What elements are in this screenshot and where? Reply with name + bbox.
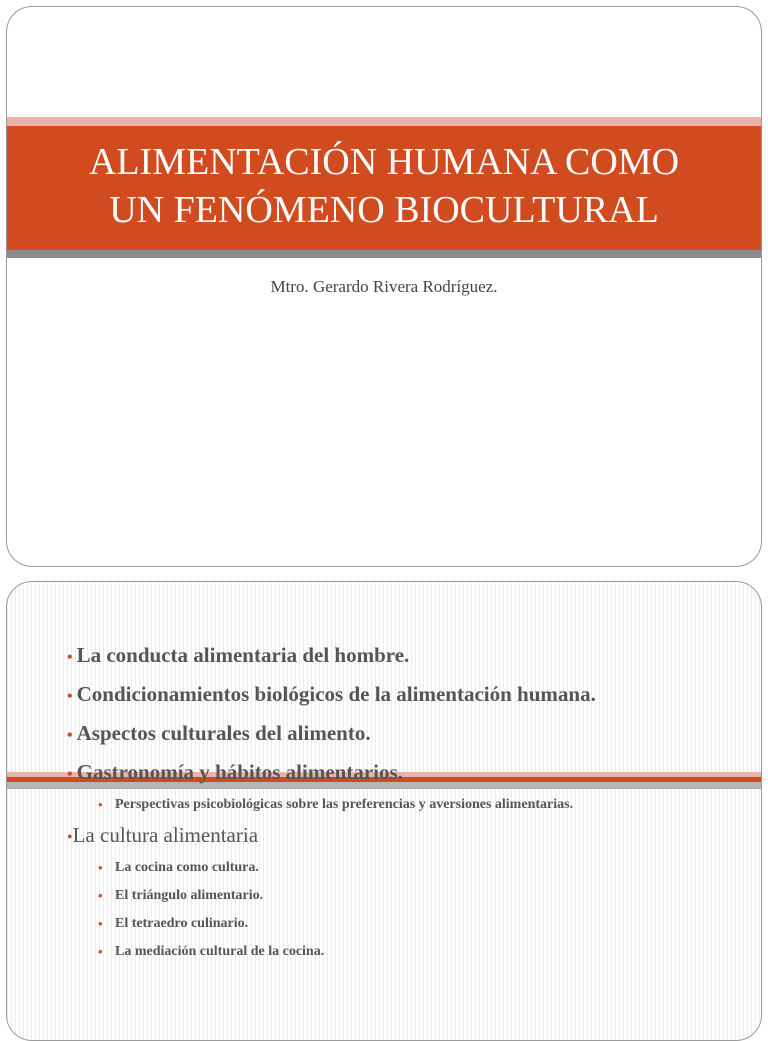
list-item <box>67 720 731 749</box>
list-item-text: Aspectos culturales del alimento. <box>76 721 371 745</box>
sub-list-item-text: La cocina como cultura. <box>115 860 259 875</box>
sub-list-item <box>67 794 731 815</box>
bullet-icon: • <box>98 944 103 959</box>
sub-list-item-text: Perspectivas psicobiológicas sobre las preferencias y aversiones alimentarias. <box>115 797 574 812</box>
sub-list-item-text: El triángulo alimentario. <box>115 888 264 903</box>
list-item <box>67 642 731 671</box>
title-line-2: UN FENÓMENO BIOCULTURAL <box>109 189 659 231</box>
bullet-icon: • <box>67 649 73 666</box>
title-line-1: ALIMENTACIÓN HUMANA COMO <box>88 141 680 183</box>
slide-subtitle: Mtro. Gerardo Rivera Rodríguez. <box>270 277 498 296</box>
title-band-top-stripe <box>7 117 761 126</box>
bullet-icon: • <box>67 727 73 744</box>
list-item <box>67 759 731 788</box>
bullet-icon: • <box>67 688 73 705</box>
bullet-icon: • <box>67 766 73 783</box>
list-item-text: Condicionamientos biológicos de la alimentación humana. <box>76 682 596 706</box>
bullet-icon: • <box>98 916 103 931</box>
sub-list-item-text: El tetraedro culinario. <box>115 916 249 931</box>
bullet-icon: • <box>67 829 73 846</box>
title-band-bottom-stripe <box>7 250 761 258</box>
bullet-icon: • <box>98 888 103 903</box>
sub-list-item <box>67 941 731 962</box>
bullet-icon: • <box>98 860 103 875</box>
section-heading <box>67 822 731 851</box>
list-item-text: Gastronomía y hábitos alimentarios. <box>76 760 403 784</box>
list-item <box>67 681 731 710</box>
sub-list-item <box>67 857 731 878</box>
bullet-list <box>67 642 731 969</box>
slide-title-text <box>27 138 741 234</box>
sub-list-item-text: La mediación cultural de la cocina. <box>115 944 325 959</box>
bullet-icon: • <box>98 797 103 812</box>
slide-contents <box>6 581 762 1041</box>
section-heading-text: La cultura alimentaria <box>72 823 259 847</box>
sub-list-item <box>67 885 731 906</box>
slide-title <box>6 6 762 567</box>
list-item-text: La conducta alimentaria del hombre. <box>76 643 410 667</box>
sub-list-item <box>67 913 731 934</box>
